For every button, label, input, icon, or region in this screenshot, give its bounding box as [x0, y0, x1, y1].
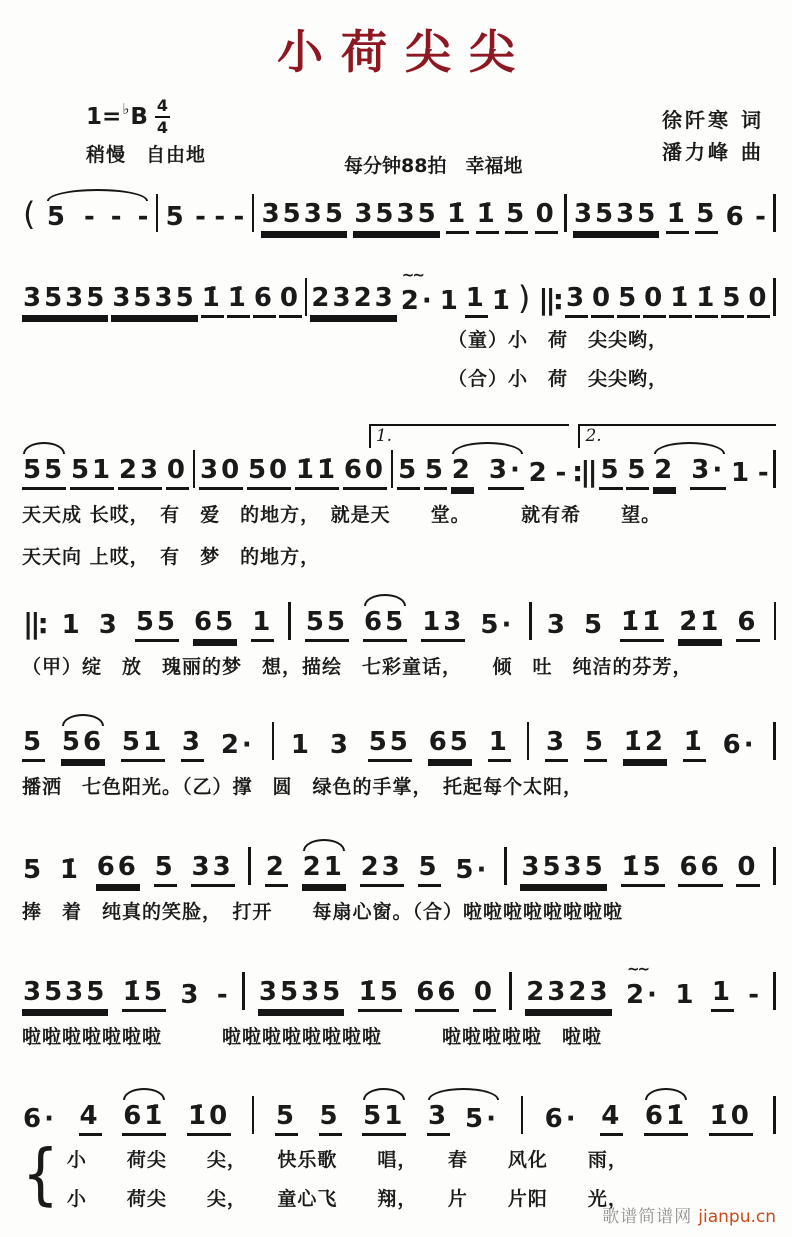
note-token: 61̇ [644, 1101, 688, 1136]
note-token: 1̇ [59, 855, 81, 885]
note-token: 0 [643, 283, 666, 318]
time-top: 4 [156, 96, 168, 115]
notation-system-4 [22, 580, 776, 684]
note-group [22, 455, 66, 490]
note-token: 0 [736, 852, 759, 887]
note-token: 3 [545, 727, 568, 762]
note-token: 3535 [573, 199, 659, 234]
slur-arc-icon [428, 1088, 499, 1100]
bar-line [305, 278, 308, 316]
volta-label: 2. [585, 426, 602, 446]
note-token: 1̇ [669, 283, 692, 318]
bar-line [773, 450, 776, 488]
notation-system-7 [22, 950, 776, 1054]
credits [662, 104, 764, 169]
note-group [122, 1101, 166, 1136]
flat-symbol: ♭ [122, 100, 130, 118]
bar-line [529, 602, 532, 640]
note-group [427, 1101, 500, 1136]
note-token: 5 [23, 855, 45, 885]
dash-note: - [755, 202, 766, 232]
note-token: 1 [711, 977, 734, 1012]
notes-row [22, 256, 776, 318]
dash-note: - [214, 202, 226, 232]
notes-row [22, 580, 776, 642]
note-token: 3 [98, 610, 120, 640]
slur-arc-icon [364, 594, 406, 606]
slur-arc-icon [123, 1088, 165, 1100]
bar-line [391, 450, 394, 488]
note-token: 3535 [258, 977, 344, 1012]
note-token: 5 [154, 852, 177, 887]
note-token: 1̇1̇ [295, 455, 339, 490]
note-token: 5 [599, 455, 622, 490]
watermark-link[interactable]: jianpu.cn [698, 1207, 776, 1227]
note-token: 1 [675, 980, 697, 1010]
note-token: 5 [584, 727, 607, 762]
note-token: 2· ~~ [625, 960, 660, 1010]
bar-line [288, 602, 291, 640]
lyrics-line: （合）小 荷 尖尖哟， [448, 368, 669, 391]
lyrics-line: 捧 着 纯真的笑脸， 打开 每扇心窗。（合）啦啦啦啦啦啦啦啦 [22, 901, 624, 923]
notes-row [22, 172, 776, 234]
note-token: 5· [465, 1104, 499, 1134]
note-token: 1̇ [201, 283, 224, 318]
note-token: 1 [488, 727, 511, 762]
note-group [363, 607, 407, 642]
note-group [362, 1101, 406, 1136]
note-token: 5 [583, 610, 606, 640]
note-token: 1̇0 [709, 1101, 753, 1136]
lyrics-line: （童）小 荷 尖尖哟， [448, 329, 669, 351]
key-signature [86, 98, 170, 136]
note-token: 6· [544, 1104, 579, 1134]
notes-row [22, 1074, 776, 1136]
note-token: 4 [600, 1101, 623, 1136]
slur-arc-icon [62, 714, 104, 726]
note-group [451, 455, 524, 490]
phrase-paren: ) [517, 279, 534, 317]
dash-note: - [137, 202, 149, 232]
note-token: 56 [61, 727, 105, 762]
note-token: 51 [121, 727, 165, 762]
note-token: 2· ~~ [400, 266, 435, 316]
note-token: 6· [23, 1104, 57, 1134]
bar-line [564, 194, 567, 232]
notes-row [22, 700, 776, 762]
bar-line [773, 194, 776, 232]
note-token: 3 [565, 283, 588, 318]
note-token: 65 [363, 607, 407, 642]
note-token: 3535 [520, 852, 606, 887]
note-token: 0 [535, 199, 558, 234]
bpm-marking: 每分钟88拍 幸福地 [344, 155, 523, 177]
slur-arc-icon [303, 839, 345, 851]
note-token: 2323 [525, 977, 611, 1012]
bar-line [773, 972, 776, 1010]
notation-system-8 [22, 1074, 776, 1217]
lyrics-line: 啦啦啦啦啦啦啦 啦啦啦啦啦啦啦啦 啦啦啦啦啦 啦啦 [22, 1026, 603, 1048]
composer-credit: 潘力峰 曲 [662, 140, 764, 165]
bar-line [272, 722, 275, 760]
notation-system-3 [22, 428, 776, 575]
time-signature [155, 98, 170, 136]
lyrics-line: （甲）绽 放 瑰丽的梦 想，描绘 七彩童话， 倾 吐 纯洁的芬芳， [22, 656, 693, 678]
dash-note: - [757, 458, 769, 488]
lyrics-line: 天天成 长哎， 有 爱 的地方， 就是天 堂。 就有希 望。 [22, 504, 662, 526]
note-token: 1̇ [666, 199, 689, 234]
note-token: 5 [165, 202, 187, 232]
note-token: 6 [253, 283, 276, 318]
note-token: 5 [319, 1101, 342, 1136]
note-token: 5 [626, 455, 649, 490]
volta-label: 1. [375, 426, 393, 446]
note-token: 0 [279, 283, 302, 318]
bar-line [773, 278, 776, 316]
note-token: 55 [135, 607, 179, 642]
bar-line [504, 847, 507, 885]
note-token: 5 [505, 199, 528, 234]
note-token: 0 [591, 283, 614, 318]
song-title: 小荷尖尖 [277, 25, 533, 79]
note-token: 5 [617, 283, 640, 318]
note-token: 2 [451, 455, 474, 490]
note-token: 5 [695, 199, 718, 234]
note-token: 3535 [261, 199, 347, 234]
dash-note: - [233, 202, 245, 232]
note-token: 65 [428, 727, 472, 762]
slur-arc-icon [363, 1088, 405, 1100]
note-group [302, 852, 346, 887]
note-token: 1 [465, 283, 488, 318]
note-group [644, 1101, 688, 1136]
lyrics-line: 小 荷尖 尖， 童心飞 翔， 片 片阳 光， [66, 1188, 628, 1211]
lyrics-brace: { [22, 1135, 59, 1214]
notation-system-2 [22, 256, 776, 397]
note-token: 1 [290, 730, 312, 760]
repeat-sign: ||: [23, 607, 46, 640]
note-token: 5 [721, 283, 744, 318]
note-token: 0 [166, 455, 189, 490]
slur-arc-icon [645, 1088, 687, 1100]
note-token: 1̇1̇ [620, 607, 664, 642]
trill-icon: ~~ [401, 266, 423, 284]
bar-line [773, 1096, 776, 1134]
bar-line [773, 847, 776, 885]
watermark [602, 1202, 776, 1227]
notation-system-1 [22, 172, 776, 234]
lyrics-line: 天天向 上哎， 有 梦 的地方， [22, 546, 321, 569]
time-bottom: 4 [156, 118, 168, 137]
note-token: 51 [70, 455, 114, 490]
note-token: 2323 [310, 283, 396, 318]
note-token: 1̇ [476, 199, 499, 234]
watermark-site-name: 歌谱简谱网 [602, 1207, 693, 1227]
note-token: 0 [473, 977, 496, 1012]
note-token: 6 [725, 202, 747, 232]
repeat-sign: :|| [572, 455, 595, 488]
note-token: 6 [736, 607, 759, 642]
note-token: 23 [118, 455, 162, 490]
note-token: 1̇ [227, 283, 250, 318]
repeat-sign: ||: [538, 283, 561, 316]
notes-row [22, 825, 776, 887]
note-token: 55 [22, 455, 66, 490]
bar-line [252, 194, 255, 232]
note-token: 5· [480, 610, 515, 640]
tempo-marking: 稍慢 自由地 [86, 144, 207, 166]
notes-row [22, 950, 776, 1012]
bar-line [252, 1096, 255, 1134]
note-token: 61̇ [122, 1101, 166, 1136]
dash-note: - [195, 202, 206, 232]
note-token: 50 [247, 455, 291, 490]
slur-arc-icon [47, 189, 148, 201]
note-token: 1̇ [491, 286, 513, 316]
note-token: 33 [191, 852, 235, 887]
note-token: 66 [96, 852, 140, 887]
phrase-paren: ( [23, 195, 39, 233]
note-token: 1̇5 [358, 977, 402, 1012]
note-token: 2· [220, 730, 255, 760]
dash-note: - [83, 202, 95, 232]
note-token: 6· [722, 730, 757, 760]
note-token: 2̇1̇ [678, 607, 722, 642]
note-token: 65 [193, 607, 237, 642]
bar-line [242, 972, 245, 1010]
note-token: 3 [180, 980, 202, 1010]
note-token: 1̇ [683, 727, 706, 762]
note-token: 1̇5 [122, 977, 166, 1012]
note-token: 13 [421, 607, 465, 642]
note-token: 0 [747, 283, 770, 318]
note-token: 51 [362, 1101, 406, 1136]
note-token: 3 [546, 610, 568, 640]
note-token: 1̇0 [187, 1101, 231, 1136]
note-token: 3 [181, 727, 204, 762]
dash-note: - [110, 202, 122, 232]
key-prefix: 1= [86, 104, 122, 130]
note-token: 1 [251, 607, 274, 642]
bar-line [521, 1096, 524, 1134]
key-letter: B [130, 104, 148, 130]
note-token: 2 [653, 455, 676, 490]
bar-line [156, 194, 159, 232]
note-token: 60 [343, 455, 387, 490]
note-token: 66 [678, 852, 722, 887]
dash-note: - [216, 980, 228, 1010]
dash-note: - [748, 980, 760, 1010]
bar-line [248, 847, 251, 885]
note-token: 21 [302, 852, 346, 887]
note-token: 5 [22, 727, 45, 762]
lyrics-line: 播洒 七色阳光。（乙）撑 圆 绿色的手掌， 托起每个太阳， [22, 776, 584, 798]
note-token: 66 [415, 977, 459, 1012]
bar-line [193, 450, 196, 488]
note-token: 1̇ [695, 283, 718, 318]
note-token: 30 [199, 455, 243, 490]
note-token: 3 [427, 1101, 450, 1136]
bar-line [774, 602, 777, 640]
note-token: 5 [397, 455, 420, 490]
note-group [61, 727, 105, 762]
slur-arc-icon [23, 442, 65, 454]
note-group [653, 455, 726, 490]
note-token: 1 [61, 610, 83, 640]
lyrics-line: 小 荷尖 尖， 快乐歌 唱， 春 风化 雨， [66, 1149, 628, 1171]
note-token: 3535 [353, 199, 439, 234]
note-token: 23 [360, 852, 404, 887]
note-token: 5 [46, 202, 68, 232]
trill-icon: ~~ [626, 960, 649, 978]
note-token: 1̇2̇ [623, 727, 667, 762]
note-token: 3 [329, 730, 351, 760]
lyricist-credit: 徐阡寒 词 [662, 108, 764, 132]
note-token: 1̇ [446, 199, 469, 234]
note-token: 3· [690, 455, 726, 490]
note-token: 2 [265, 852, 288, 887]
notation-system-6 [22, 825, 776, 929]
note-token: 55 [305, 607, 349, 642]
note-token: 5 [418, 852, 441, 887]
note-token: 3535 [22, 977, 108, 1012]
note-token: 2 [528, 458, 550, 488]
note-token: 4 [79, 1101, 102, 1136]
note-token: 1̇5 [621, 852, 665, 887]
note-token: 55 [368, 727, 412, 762]
note-token: 5· [455, 855, 490, 885]
dash-note: - [555, 458, 567, 488]
bar-line [773, 722, 776, 760]
bar-line [527, 722, 530, 760]
note-token: 5 [275, 1101, 298, 1136]
note-token: 1 [439, 286, 461, 316]
note-group [46, 202, 149, 234]
note-token: 1 [731, 458, 753, 488]
bar-line [509, 972, 512, 1010]
note-token: 3535 [111, 283, 197, 318]
note-token: 3· [488, 455, 524, 490]
note-token: 3535 [22, 283, 108, 318]
note-token: 5 [424, 455, 447, 490]
notation-system-5 [22, 700, 776, 804]
